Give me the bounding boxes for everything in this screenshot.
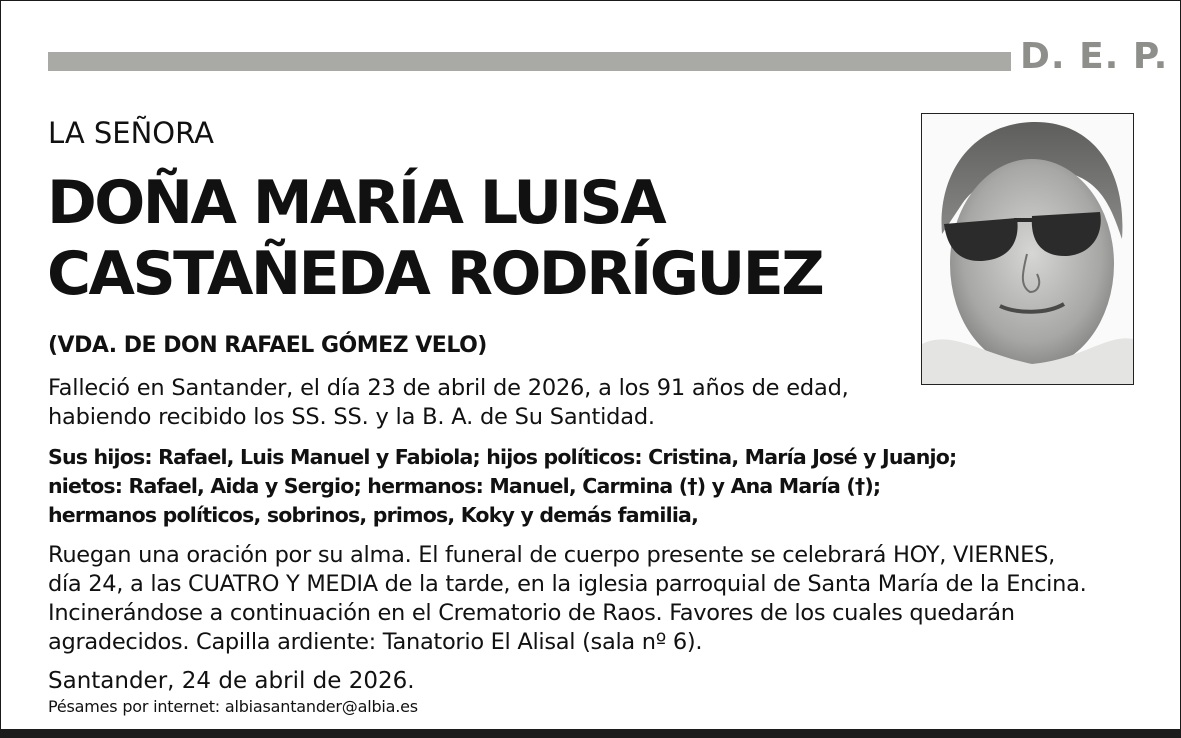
deceased-name	[47, 168, 822, 310]
deceased-name-line-2: CASTAÑEDA RODRÍGUEZ	[47, 239, 823, 309]
portrait-photo	[921, 113, 1134, 385]
funeral-details	[48, 541, 1086, 657]
death-announcement	[48, 374, 849, 432]
widow-of-line: (VDA. DE DON RAFAEL GÓMEZ VELO)	[48, 333, 487, 358]
condolences-email: Pésames por internet: albiasantander@albia.es	[48, 697, 418, 716]
funeral-line-3: Incinerándose a continuación en el Crematorio de Raos. Favores de los cuales quedarán	[48, 600, 1015, 626]
funeral-line-1: Ruegan una oración por su alma. El funeral de cuerpo presente se celebrará HOY, VIERNES,	[48, 542, 1055, 568]
death-line-1: Falleció en Santander, el día 23 de abril de 2026, a los 91 años de edad,	[48, 375, 849, 401]
family-line-1: Sus hijos: Rafael, Luis Manuel y Fabiola; hijos políticos: Cristina, María José y Juanjo;	[48, 445, 957, 469]
death-line-2: habiendo recibido los SS. SS. y la B. A. de Su Santidad.	[48, 404, 655, 430]
header-bar	[48, 52, 1011, 71]
footer-bar	[0, 729, 1181, 738]
place-date: Santander, 24 de abril de 2026.	[48, 668, 415, 694]
dep-heading: D. E. P.	[1020, 36, 1169, 77]
family-line-3: hermanos políticos, sobrinos, primos, Koky y demás familia,	[48, 503, 699, 527]
funeral-line-2: día 24, a las CUATRO Y MEDIA de la tarde, en la iglesia parroquial de Santa María de la Encina.	[48, 571, 1087, 597]
portrait-photo-icon	[922, 114, 1133, 384]
deceased-name-line-1: DOÑA MARÍA LUISA	[47, 168, 665, 238]
title-la-senora: LA SEÑORA	[48, 116, 214, 150]
family-list	[48, 443, 956, 530]
family-line-2: nietos: Rafael, Aida y Sergio; hermanos: Manuel, Carmina (†) y Ana María (†);	[48, 474, 881, 498]
funeral-line-4: agradecidos. Capilla ardiente: Tanatorio El Alisal (sala nº 6).	[48, 629, 703, 655]
